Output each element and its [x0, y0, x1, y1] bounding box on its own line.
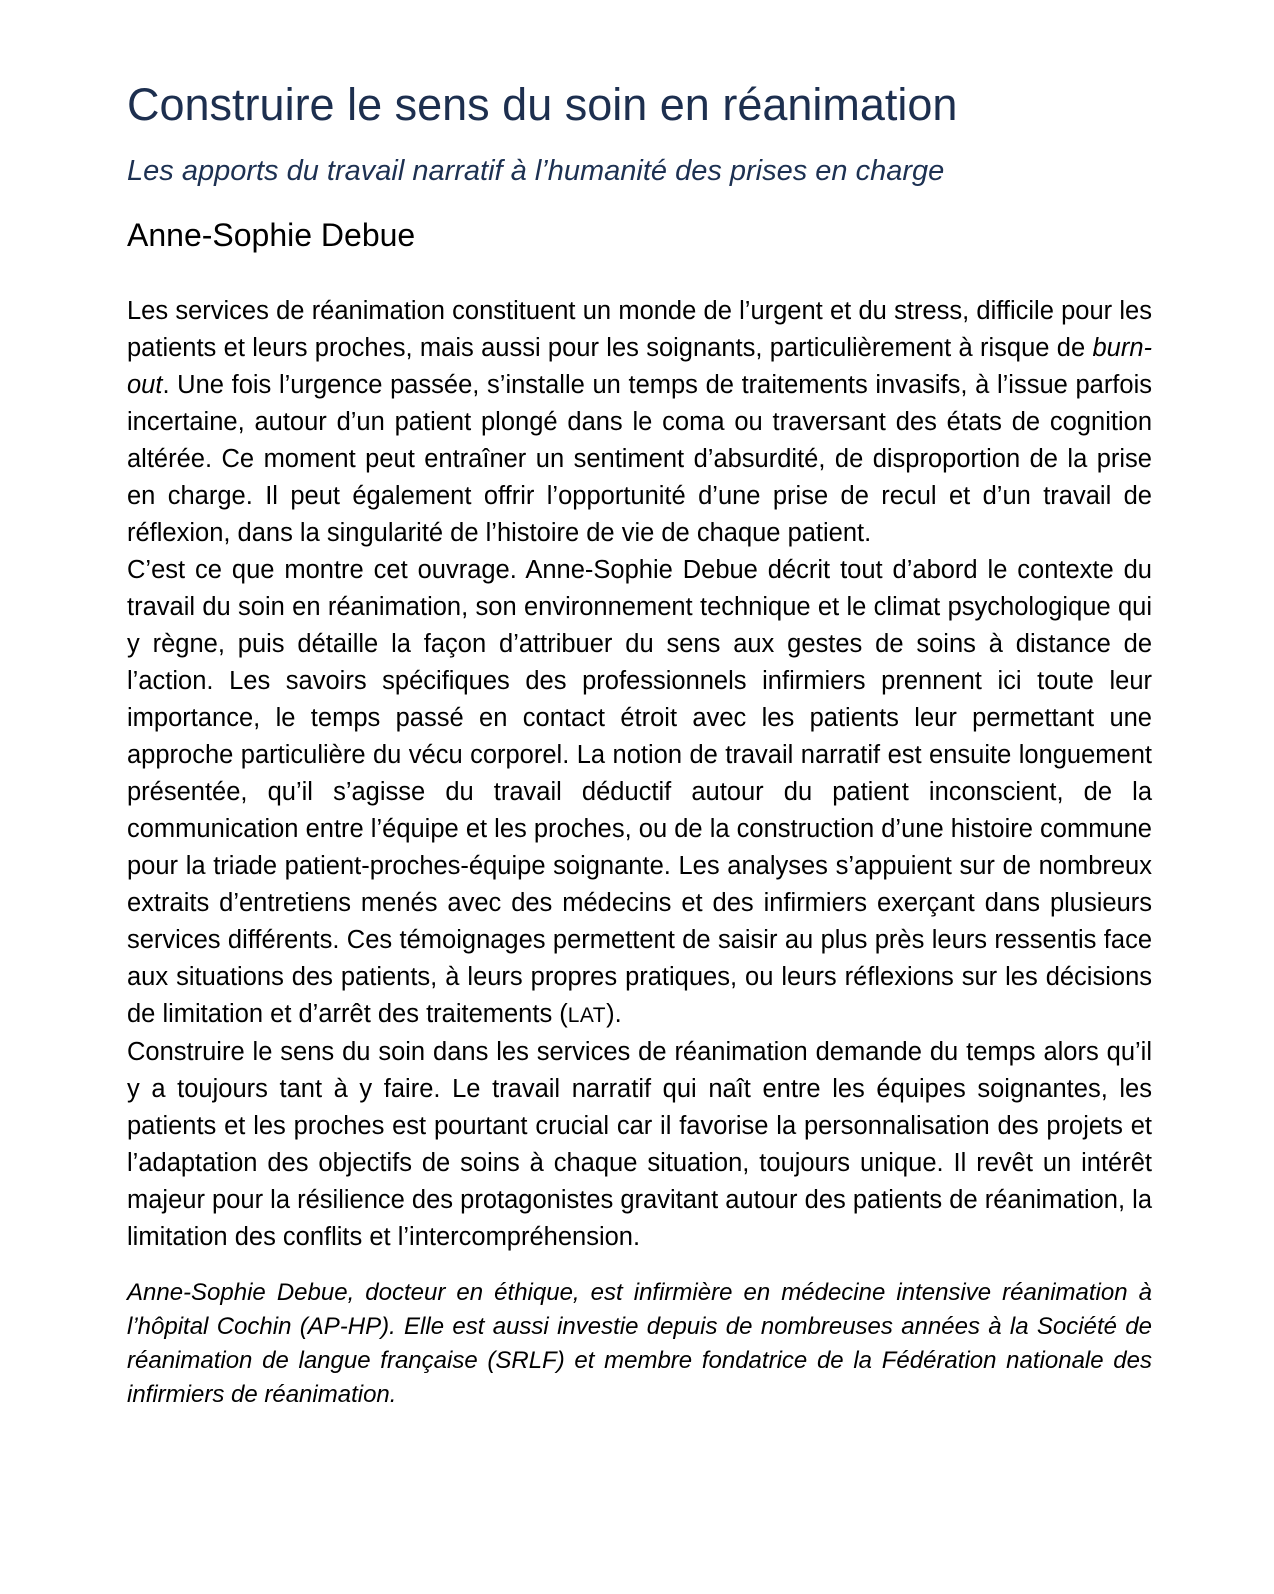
- document-subtitle: Les apports du travail narratif à l’humanité des prises en charge: [127, 155, 945, 188]
- document-title: Construire le sens du soin en réanimation: [127, 79, 958, 130]
- burn-out-emphasis: burn-out: [127, 333, 1152, 399]
- paragraph-overview-text-after: ).: [606, 999, 622, 1028]
- paragraph-overview: [127, 552, 1152, 1034]
- document-body: [127, 293, 1152, 1256]
- paragraph-intro-text-before: Les services de réanimation constituent un monde de l’urgent et du stress, difficile pour les patients et leurs proches, mais aussi pour les soignants, particulièrement à risque de: [127, 296, 1152, 362]
- paragraph-intro: [127, 293, 1152, 552]
- author-bio: Anne-Sophie Debue, docteur en éthique, est infirmière en médecine intensive réanimation à l’hôpital Cochin (AP-HP). Elle est aussi investie depuis de nombreuses années à la Société de réanimation de langue française (SRLF) et membre fondatrice de la Fédération nationale des infirmiers de réanimation.: [127, 1278, 1152, 1408]
- lat-acronym: LAT: [567, 1003, 607, 1027]
- paragraph-overview-text-before: C’est ce que montre cet ouvrage. Anne-Sophie Debue décrit tout d’abord le contexte du travail du soin en réanimation, son environnement technique et le climat psychologique qui y règne, puis détaille la façon d’attribuer du sens aux gestes de soins à distance de l’action. Les savoirs spécifiques des professionnels infirmiers prennent ici toute leur importance, le temps passé en contact étroit avec les patients leur permettant une approche particulière du vécu corporel. La notion de travail narratif est ensuite longuement présentée, qu’il s’agisse du travail déductif autour du patient inconscient, de la communication entre l’équipe et les proches, ou de la construction d’une histoire commune pour la triade patient-proches-équipe soignante. Les analyses s’appuient sur de nombreux extraits d’entretiens menés avec des médecins et des infirmiers exerçant dans plusieurs services différents. Ces témoignages permettent de saisir au plus près leurs ressentis face aux situations des patients, à leurs propres pratiques, ou leurs réflexions sur les décisions de limitation et d’arrêt des traitements (: [127, 555, 1152, 1028]
- paragraph-conclusion: Construire le sens du soin dans les services de réanimation demande du temps alors qu’il y a toujours tant à y faire. Le travail narratif qui naît entre les équipes soignantes, les patients et les proches est pourtant crucial car il favorise la personnalisation des projets et l’adaptation des objectifs de soins à chaque situation, toujours unique. Il revêt un intérêt majeur pour la résilience des protagonistes gravitant autour des patients de réanimation, la limitation des conflits et l’intercompréhension.: [127, 1037, 1152, 1251]
- author-name: Anne-Sophie Debue: [127, 217, 416, 254]
- paragraph-intro-text-after: . Une fois l’urgence passée, s’installe un temps de traitements invasifs, à l’issue parfois incertaine, autour d’un patient plongé dans le coma ou traversant des états de cognition altérée. Ce moment peut entraîner un sentiment d’absurdité, de disproportion de la prise en charge. Il peut également offrir l’opportunité d’une prise de recul et d’un travail de réflexion, dans la singularité de l’histoire de vie de chaque patient.: [127, 370, 1152, 547]
